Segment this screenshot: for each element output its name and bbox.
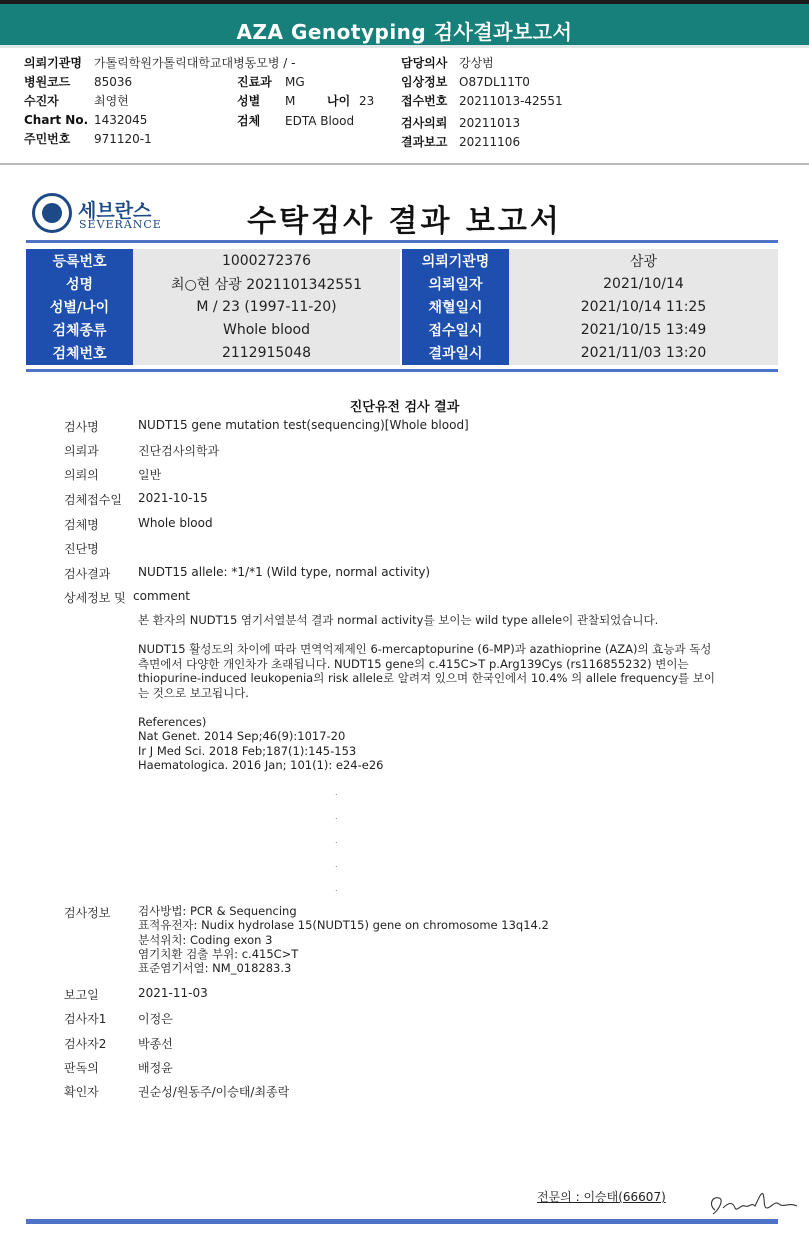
- test-info-line-5: 표준염기서열: NM_018283.3: [138, 961, 292, 975]
- field-value-physician: 일반: [138, 468, 162, 482]
- info-label: 검체번호: [26, 342, 133, 365]
- info-value: 삼광: [509, 249, 778, 272]
- info-value: 2021/10/14: [509, 272, 778, 295]
- scan-dot: .: [335, 788, 338, 797]
- footer-rule: [26, 1219, 778, 1224]
- field-value-examiner2: 박종선: [138, 1037, 173, 1051]
- info-label: 채혈일시: [402, 295, 509, 318]
- info-label: 성명: [26, 272, 133, 295]
- info-row: [26, 272, 778, 295]
- info-label: 의뢰일자: [402, 272, 509, 295]
- header-row-clinical-info: 임상정보 O87DL11T0: [401, 75, 530, 89]
- specialist-signature-label: 전문의 : 이승태(66607): [537, 1190, 666, 1204]
- comment-paragraph-1: 본 환자의 NUDT15 염기서열분석 결과 normal activity를 보이는 wild type allele이 관찰되었습니다.: [138, 613, 659, 627]
- comment-paragraph-2: NUDT15 활성도의 차이에 따라 면역억제제인 6-mercaptopurine (6-MP)과 azathioprine (AZA)의 효능과 독성 측면에서 다양한 개인차가 초래됩니다. NUDT15 gene의 c.415C>T p.Arg139Cys (rs116855232) 변이는 thiopurine-induced leukopenia의 risk allele로 알려져 있으며 한국인에서 10.4% 의 allele frequency를 보이는 것으로 보고됩니다.: [138, 642, 715, 700]
- field-value-department: 진단검사의학과: [138, 444, 220, 458]
- info-value: 2112915048: [133, 342, 400, 365]
- logo-korean: 세브란스: [78, 200, 152, 222]
- patient-info-table: [26, 249, 778, 365]
- info-label: 검체종류: [26, 319, 133, 342]
- field-value-examiner1: 이정은: [138, 1012, 173, 1026]
- info-value: 2021/10/14 11:25: [509, 295, 778, 318]
- header-divider: [0, 163, 809, 165]
- info-value: 2021/11/03 13:20: [509, 342, 778, 365]
- field-label-details: 상세정보 및: [64, 591, 126, 605]
- scan-dot: .: [335, 860, 338, 869]
- field-label-physician: 의뢰의: [64, 468, 99, 482]
- info-row: [26, 319, 778, 342]
- header-row-institution: 의뢰기관명 가톨릭학원가톨릭대학교대병동모병 / -: [24, 56, 296, 70]
- header-row-hospital-code: 병원코드 85036: [24, 75, 133, 89]
- field-label-specimen: 검체명: [64, 518, 99, 532]
- field-label-examiner2: 검사자2: [64, 1037, 107, 1051]
- table-top-rule: [26, 240, 778, 243]
- header-row-resident-no: 주민번호 971120-1: [24, 132, 152, 146]
- field-value-details: comment: [133, 589, 191, 603]
- info-label: 접수일시: [402, 319, 509, 342]
- field-value-test-name: NUDT15 gene mutation test(sequencing)[Whole blood]: [138, 418, 469, 432]
- info-value: 최○현 삼광 2021101342551: [133, 272, 400, 295]
- field-value-specimen: Whole blood: [138, 516, 213, 530]
- field-label-confirmer: 확인자: [64, 1085, 99, 1099]
- field-label-receipt-date: 검체접수일: [64, 493, 122, 507]
- reference-1: Nat Genet. 2014 Sep;46(9):1017-20: [138, 729, 346, 743]
- info-label: 결과일시: [402, 342, 509, 365]
- info-value: 1000272376: [133, 249, 400, 272]
- info-value: Whole blood: [133, 319, 400, 342]
- header-row-sex: 성별 M 나이 23: [237, 94, 375, 108]
- handwritten-signature: [705, 1184, 805, 1220]
- info-label: 의뢰기관명: [402, 249, 509, 272]
- info-label: 성별/나이: [26, 295, 133, 318]
- header-col3: [401, 54, 563, 111]
- header-row-doctor: 담당의사 강상범: [401, 56, 494, 70]
- field-label-result: 검사결과: [64, 567, 111, 581]
- info-row: [26, 295, 778, 318]
- field-label-test-name: 검사명: [64, 420, 99, 434]
- field-value-report-date: 2021-11-03: [138, 986, 208, 1000]
- test-info-line-4: 염기치환 검출 부위: c.415C>T: [138, 947, 299, 961]
- info-value: M / 23 (1997-11-20): [133, 295, 400, 318]
- test-info-label: 검사정보: [64, 906, 111, 920]
- field-value-receipt-date: 2021-10-15: [138, 491, 208, 505]
- logo-english: SEVERANCE: [79, 218, 162, 231]
- test-info-line-1: 검사방법: PCR & Sequencing: [138, 904, 297, 918]
- test-info-line-2: 표적유전자: Nudix hydrolase 15(NUDT15) gene on chromosome 13q14.2: [138, 918, 549, 932]
- references-title: References): [138, 715, 207, 729]
- scan-dot: .: [335, 884, 338, 893]
- header-row-department: 진료과 MG: [237, 75, 305, 89]
- field-label-examiner1: 검사자1: [64, 1012, 107, 1026]
- scan-dot: .: [335, 836, 338, 845]
- info-row: [26, 249, 778, 272]
- header-row-specimen: 검체 EDTA Blood: [237, 114, 355, 128]
- info-row: [26, 342, 778, 365]
- header-row-chart-no: Chart No. 1432045: [24, 113, 148, 127]
- field-label-diagnosis: 진단명: [64, 542, 99, 556]
- header-row-patient: 수진자 최영현: [24, 94, 129, 108]
- info-label: 등록번호: [26, 249, 133, 272]
- header-row-accession: 접수번호 20211013-42551: [401, 94, 563, 108]
- header-row-request-date: 검사의뢰 20211013: [401, 116, 521, 130]
- section-title: 진단유전 검사 결과: [349, 400, 460, 415]
- field-label-reader: 판독의: [64, 1061, 99, 1075]
- reference-2: Ir J Med Sci. 2018 Feb;187(1):145-153: [138, 744, 357, 758]
- header-row-report-date: 결과보고 20211106: [401, 135, 521, 149]
- report-banner: [0, 0, 809, 48]
- test-info-line-3: 분석위치: Coding exon 3: [138, 933, 273, 947]
- header-col3-lower: [401, 114, 520, 152]
- scan-dot: .: [335, 812, 338, 821]
- field-value-result: NUDT15 allele: *1/*1 (Wild type, normal activity): [138, 565, 431, 579]
- banner-title: AZA Genotyping 검사결과보고서: [236, 20, 573, 44]
- info-value: 2021/10/15 13:49: [509, 319, 778, 342]
- field-label-report-date: 보고일: [64, 988, 99, 1002]
- report-title: 수탁검사 결과 보고서: [247, 204, 562, 239]
- table-bottom-rule: [26, 369, 778, 372]
- field-label-department: 의뢰과: [64, 444, 99, 458]
- field-value-confirmer: 권순성/원동주/이승태/최종락: [138, 1085, 290, 1099]
- field-value-reader: 배정윤: [138, 1061, 173, 1075]
- reference-3: Haematologica. 2016 Jan; 101(1): e24-e26: [138, 758, 384, 772]
